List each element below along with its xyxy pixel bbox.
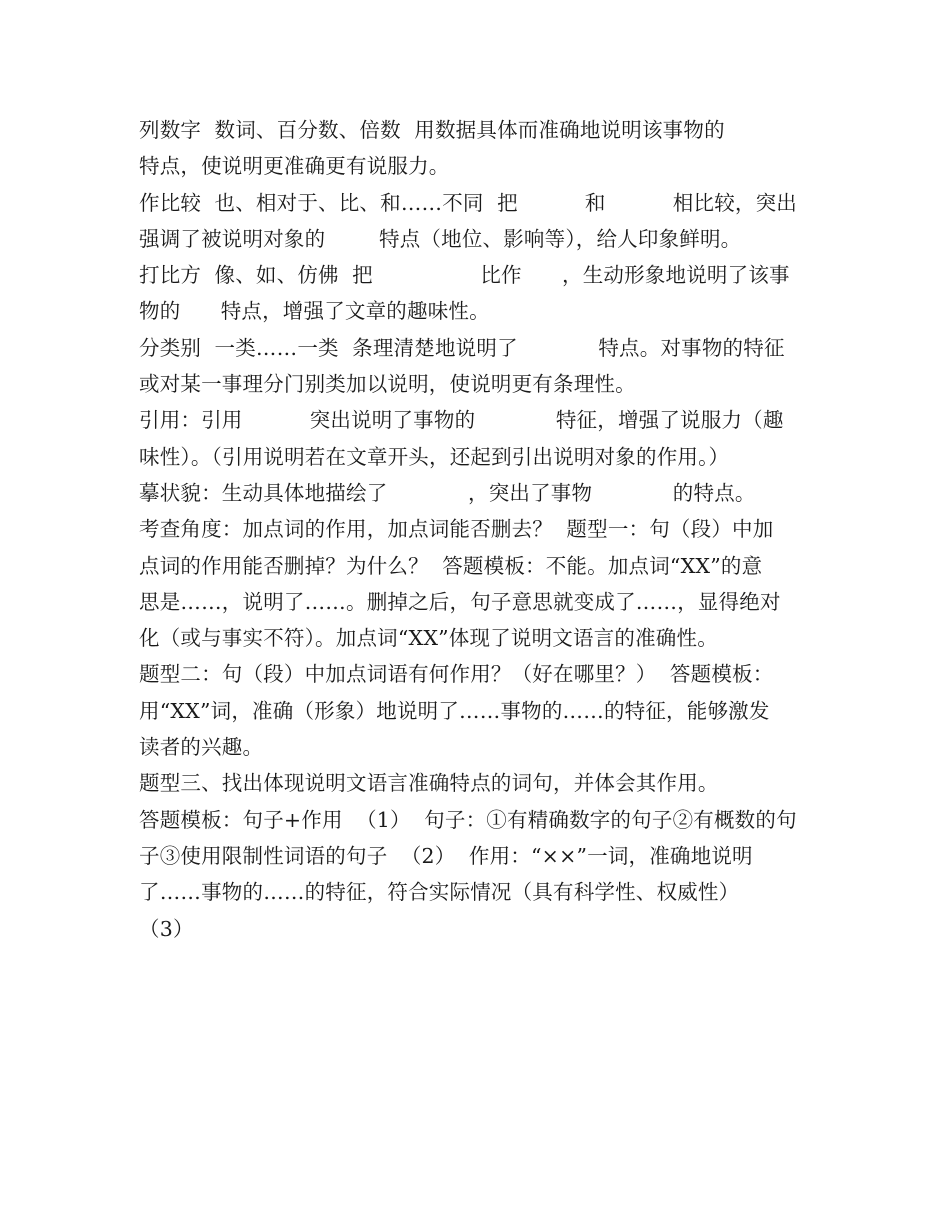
text-line: 读者的兴趣。 — [139, 735, 264, 760]
text-line: 题型二：句（段）中加点词语有何作用？（好在哪里？） 答题模板： — [139, 662, 774, 687]
text-line: 子③使用限制性词语的句子 （2） 作用：“××”一词，准确地说明 — [139, 843, 753, 868]
text-line: 打比方 像、如、仿佛 把 比作 ，生动形象地说明了该事 — [139, 263, 790, 288]
text-line: 列数字 数词、百分数、倍数 用数据具体而准确地说明该事物的 — [139, 118, 725, 142]
text-line: 强调了被说明对象的 特点（地位、影响等），给人印象鲜明。 — [139, 226, 742, 251]
text-line: 味性）。（引用说明若在文章开头，还起到引出说明对象的作用。） — [139, 444, 730, 469]
text-line: （3） — [139, 916, 194, 941]
text-line: 思是……，说明了……。删掉之后，句子意思就变成了……，显得绝对 — [139, 589, 781, 614]
text-line: 或对某一事理分门别类加以说明，使说明更有条理性。 — [139, 372, 636, 397]
text-line: 特点，使说明更准确更有说服力。 — [139, 154, 450, 179]
text-line: 化（或与事实不符）。加点词“XX”体现了说明文语言的准确性。 — [139, 626, 718, 651]
text-line: 答题模板：句子+作用 （1） 句子：①有精确数字的句子②有概数的句 — [139, 807, 797, 832]
text-line: 用“XX”词，准确（形象）地说明了……事物的……的特征，能够激发 — [139, 698, 770, 723]
text-line: 了……事物的……的特征，符合实际情况（具有科学性、权威性） — [139, 880, 740, 905]
text-line: 分类别 一类……一类 条理清楚地说明了 特点。对事物的特征 — [139, 335, 785, 360]
text-line: 题型三、找出体现说明文语言准确特点的词句，并体会其作用。 — [139, 771, 719, 796]
text-line: 引用：引用 突出说明了事物的 特征，增强了说服力（趣 — [139, 408, 784, 433]
document-body — [139, 112, 815, 947]
text-line: 摹状貌：生动具体地描绘了 ，突出了事物 的特点。 — [139, 480, 756, 505]
text-line: 点词的作用能否删掉？为什么？ 答题模板：不能。加点词“XX”的意 — [139, 553, 763, 578]
text-line: 物的 特点，增强了文章的趣味性。 — [139, 299, 490, 324]
text-line: 作比较 也、相对于、比、和……不同 把 和 相比较，突出 — [139, 190, 797, 215]
text-line: 考查角度：加点词的作用，加点词能否删去？ 题型一：句（段）中加 — [139, 517, 774, 542]
